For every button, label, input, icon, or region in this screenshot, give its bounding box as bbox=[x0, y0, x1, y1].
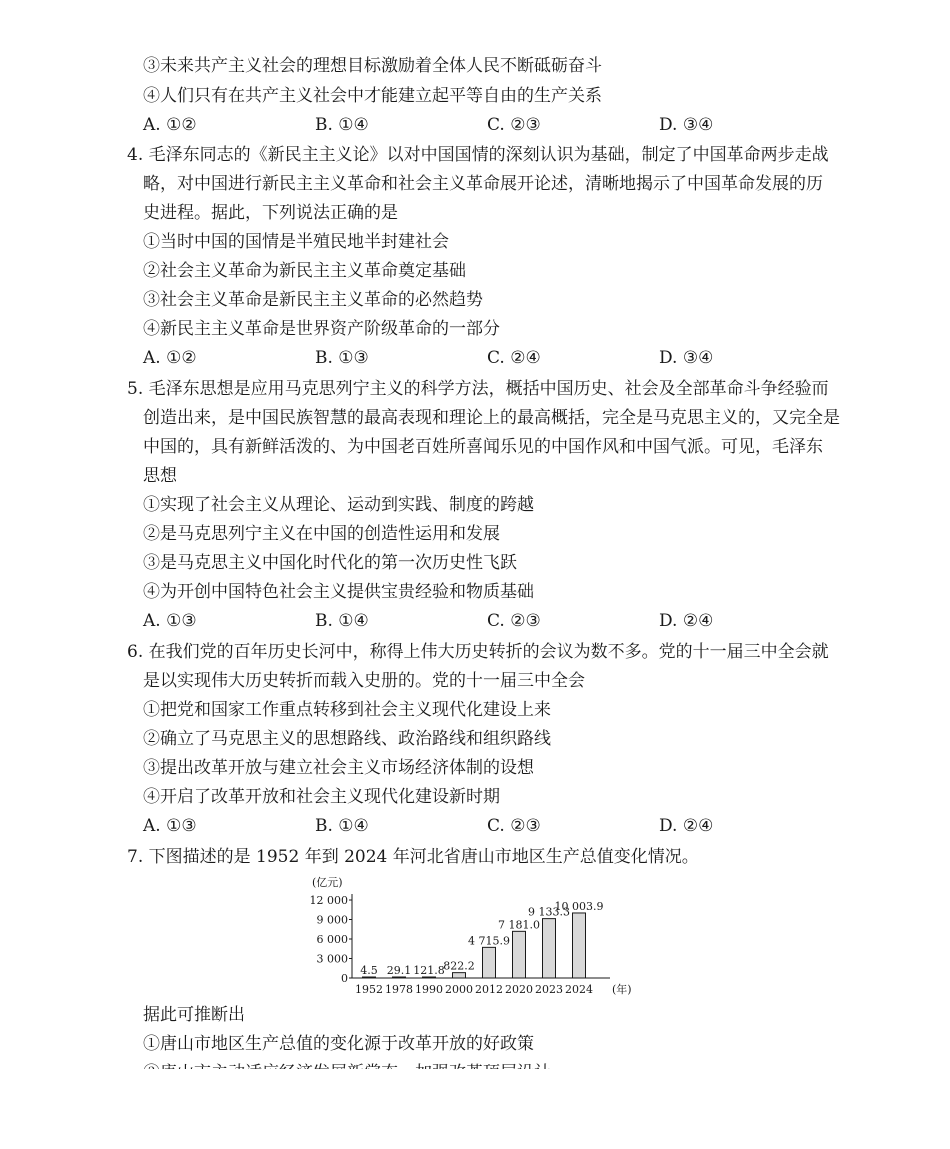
q3-option-a[interactable]: A. ①② bbox=[143, 115, 197, 135]
y-tick-label: 9 000 bbox=[316, 913, 348, 927]
q6-option-b[interactable]: B. ①④ bbox=[315, 816, 369, 836]
q4-option-d[interactable]: D. ③④ bbox=[659, 348, 714, 368]
q5-option-b[interactable]: B. ①④ bbox=[315, 611, 369, 631]
y-tick-label: 3 000 bbox=[316, 952, 348, 966]
q5-stem-line-1: 5. 毛泽东思想是应用马克思列宁主义的科学方法，概括中国历史、社会及全部革命斗争经验而 bbox=[127, 379, 829, 399]
bar-value-label: 10 003.9 bbox=[554, 899, 604, 913]
x-axis-ticks bbox=[355, 983, 593, 996]
q5-item-1: ①实现了社会主义从理论、运动到实践、制度的跨越 bbox=[143, 495, 534, 515]
q4-stem-line-2: 略，对中国进行新民主主义革命和社会主义革命展开论述，清晰地揭示了中国革命发展的历 bbox=[143, 174, 823, 194]
bar-value-label: 9 133.3 bbox=[528, 905, 570, 919]
q6-option-c[interactable]: C. ②③ bbox=[487, 816, 541, 836]
bar-2020 bbox=[513, 931, 526, 978]
q5-stem-line-2: 创造出来，是中国民族智慧的最高表现和理论上的最高概括，完全是马克思主义的，又完全是 bbox=[143, 408, 840, 428]
q6-option-a[interactable]: A. ①③ bbox=[143, 816, 197, 836]
q5-option-a[interactable]: A. ①③ bbox=[143, 611, 197, 631]
y-tick-label: 12 000 bbox=[309, 894, 348, 907]
bar-2024 bbox=[573, 913, 586, 978]
q4-option-c[interactable]: C. ②④ bbox=[487, 348, 541, 368]
q6-item-2: ②确立了马克思主义的思想路线、政治路线和组织路线 bbox=[143, 729, 551, 749]
q5-option-d[interactable]: D. ②④ bbox=[659, 611, 714, 631]
q5-item-3: ③是马克思主义中国化时代化的第一次历史性飞跃 bbox=[143, 553, 517, 573]
bar-value-label: 4 715.9 bbox=[468, 934, 510, 948]
q3-item-3: ③未来共产主义社会的理想目标激励着全体人民不断砥砺奋斗 bbox=[143, 56, 602, 76]
q5-item-2: ②是马克思列宁主义在中国的创造性运用和发展 bbox=[143, 524, 500, 544]
bar-2023 bbox=[543, 919, 556, 978]
q4-option-a[interactable]: A. ①② bbox=[143, 348, 197, 368]
q4-stem-line-1: 4. 毛泽东同志的《新民主主义论》以对中国国情的深刻认识为基础，制定了中国革命两步走战 bbox=[127, 145, 829, 165]
x-tick-label: 2024 bbox=[565, 983, 593, 996]
x-tick-label: 2012 bbox=[475, 983, 503, 996]
y-axis-ticks bbox=[310, 894, 353, 985]
q6-stem-line-1: 6. 在我们党的百年历史长河中，称得上伟大历史转折的会议为数不多。党的十一届三中全会就 bbox=[127, 642, 829, 662]
q7-item-1: ①唐山市地区生产总值的变化源于改革开放的好政策 bbox=[143, 1034, 534, 1054]
bar-value-label: 121.8 bbox=[413, 964, 445, 977]
q4-item-1: ①当时中国的国情是半殖民地半封建社会 bbox=[143, 232, 449, 252]
q7-stem: 7. 下图描述的是 1952 年到 2024 年河北省唐山市地区生产总值变化情况。 bbox=[127, 847, 699, 867]
bar-1990 bbox=[423, 977, 436, 978]
bar-value-label: 822.2 bbox=[443, 959, 475, 973]
q6-item-1: ①把党和国家工作重点转移到社会主义现代化建设上来 bbox=[143, 700, 551, 720]
bar-1952 bbox=[363, 977, 376, 978]
q6-stem-line-2: 是以实现伟大历史转折而载入史册的。党的十一届三中全会 bbox=[143, 671, 585, 691]
q3-item-4: ④人们只有在共产主义社会中才能建立起平等自由的生产关系 bbox=[143, 86, 602, 106]
bar-value-label: 7 181.0 bbox=[498, 918, 540, 932]
q6-item-3: ③提出改革开放与建立社会主义市场经济体制的设想 bbox=[143, 758, 534, 778]
q3-option-d[interactable]: D. ③④ bbox=[659, 115, 714, 135]
bar-value-label: 4.5 bbox=[360, 964, 378, 977]
q3-option-b[interactable]: B. ①④ bbox=[315, 115, 369, 135]
q7-after-chart: 据此可推断出 bbox=[143, 1005, 245, 1025]
y-axis-label: (亿元) bbox=[312, 876, 343, 889]
q4-item-3: ③社会主义革命是新民主主义革命的必然趋势 bbox=[143, 290, 483, 310]
q5-option-c[interactable]: C. ②③ bbox=[487, 611, 541, 631]
gdp-bar-chart bbox=[300, 872, 650, 1000]
y-tick-label: 6 000 bbox=[316, 933, 348, 946]
bars-group bbox=[360, 900, 603, 978]
x-tick-label: 1990 bbox=[415, 983, 443, 996]
x-tick-label: 1952 bbox=[355, 983, 383, 996]
q4-item-4: ④新民主主义革命是世界资产阶级革命的一部分 bbox=[143, 319, 500, 339]
x-axis-unit: (年) bbox=[612, 983, 632, 996]
x-tick-label: 2023 bbox=[535, 983, 563, 996]
bar-1978 bbox=[393, 977, 406, 978]
q5-item-4: ④为开创中国特色社会主义提供宝贵经验和物质基础 bbox=[143, 582, 534, 602]
y-tick-label: 0 bbox=[341, 972, 348, 985]
bar-value-label: 29.1 bbox=[386, 964, 412, 977]
q4-option-b[interactable]: B. ①③ bbox=[315, 348, 369, 368]
q5-stem-line-4: 思想 bbox=[143, 466, 177, 486]
q3-option-c[interactable]: C. ②③ bbox=[487, 115, 541, 135]
page-cutoff-mask bbox=[0, 1069, 950, 1149]
q4-stem-line-3: 史进程。据此，下列说法正确的是 bbox=[143, 203, 398, 223]
x-tick-label: 2000 bbox=[445, 983, 473, 996]
x-tick-label: 1978 bbox=[385, 983, 413, 996]
x-tick-label: 2020 bbox=[505, 983, 533, 996]
bar-2012 bbox=[483, 947, 496, 978]
q4-item-2: ②社会主义革命为新民主主义革命奠定基础 bbox=[143, 261, 466, 281]
q5-stem-line-3: 中国的，具有新鲜活泼的、为中国老百姓所喜闻乐见的中国作风和中国气派。可见，毛泽东 bbox=[143, 437, 823, 457]
q6-option-d[interactable]: D. ②④ bbox=[659, 816, 714, 836]
q6-item-4: ④开启了改革开放和社会主义现代化建设新时期 bbox=[143, 787, 500, 807]
bar-2000 bbox=[453, 973, 466, 978]
